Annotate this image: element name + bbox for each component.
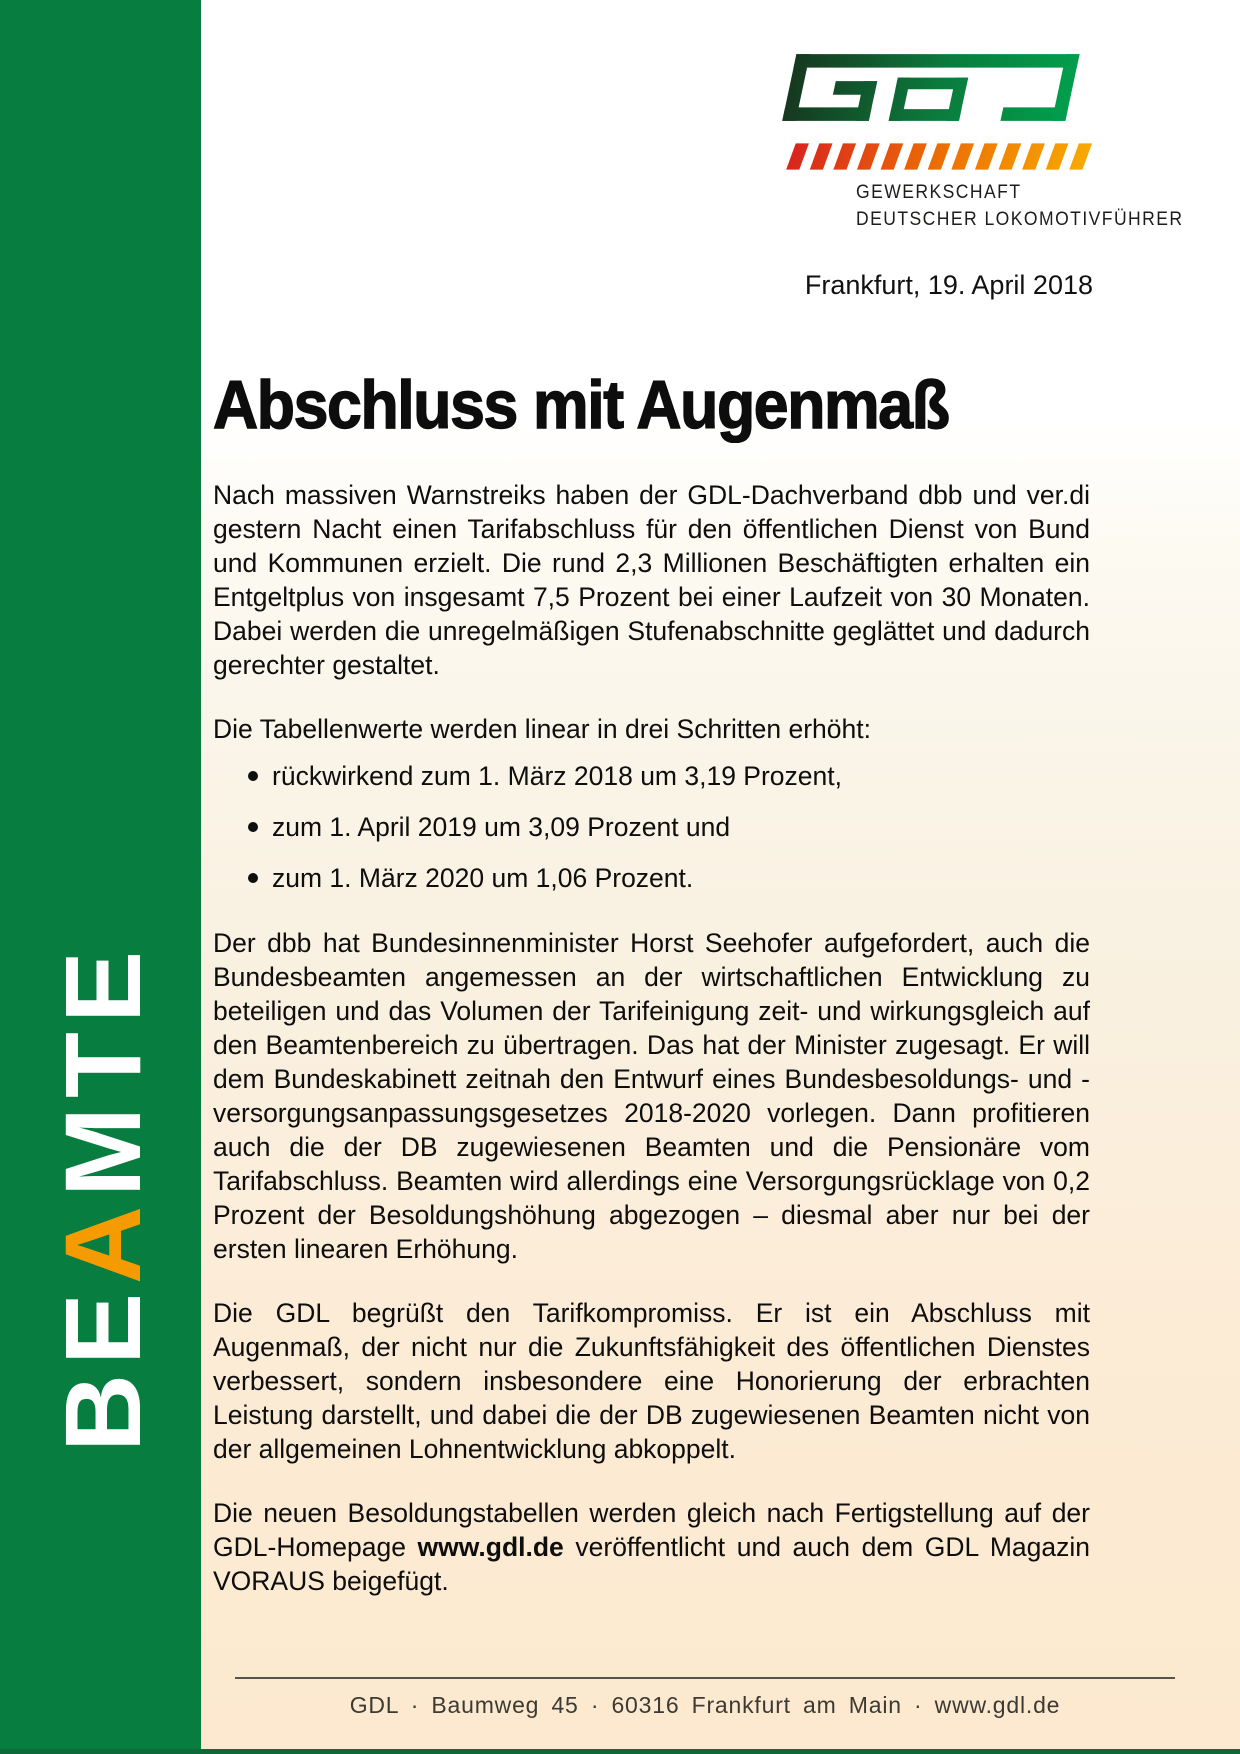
footer-address: GDL · Baumweg 45 · 60316 Frankfurt am Main · www.gdl.de	[349, 1692, 1061, 1718]
logo-stripe	[881, 143, 904, 169]
paragraph-1: Nach massiven Warnstreiks haben der GDL-Dachverband dbb und ver.di gestern Nacht einen Tarifabschluss für den öffentlichen Dienst von Bund und Kommunen erzielt. Die rund 2,3 Millionen Beschäftigten erhalten ein Entgeltplus von insgesamt 7,5 Prozent bei einer Laufzeit von 30 Monaten. Dabei werden die unregelmäßigen Stufenabschnitte geglättet und dadurch gerechter gestaltet.	[213, 480, 1090, 680]
list-item: rückwirkend zum 1. März 2018 um 3,19 Prozent,	[248, 759, 1090, 793]
logo-org-line1: GEWERKSCHAFT	[856, 181, 1022, 203]
logo-org-name	[856, 179, 1184, 233]
list-intro: Die Tabellenwerte werden linear in drei Schritten erhöht:	[213, 714, 871, 744]
sidebar-band	[0, 0, 201, 1754]
logo-stripe	[1022, 143, 1045, 169]
body-copy	[213, 478, 1090, 1628]
logo-stripe	[786, 143, 809, 169]
list-item: zum 1. März 2020 um 1,06 Prozent.	[248, 861, 1090, 895]
logo-stripe	[999, 143, 1022, 169]
logo-stripes	[786, 143, 1098, 170]
logo-stripe	[833, 143, 856, 169]
paragraph-4-text-before: Die neuen Besoldungstabellen werden gleich nach Fertigstellung auf der GDL-Homepage	[213, 1498, 1090, 1562]
logo-stripe	[928, 143, 951, 169]
logo-stripe	[951, 143, 974, 169]
sidebar-word-accent-letter: A	[42, 1196, 163, 1284]
paragraph-3: Die GDL begrüßt den Tarifkompromiss. Er ist ein Abschluss mit Augenmaß, der nicht nur die Zukunftsfähigkeit des öffentlichen Dienstes verbessert, sondern insbesondere eine Honorierung der erbrachten Leistung darstellt, und dabei die der DB zugewiesenen Beamten nicht von der allgemeinen Lohnentwicklung abkoppelt.	[213, 1298, 1090, 1464]
footer-divider	[235, 1677, 1175, 1679]
sidebar-word-beamte	[28, 940, 178, 1452]
gdl-homepage-link[interactable]: www.gdl.de	[417, 1532, 564, 1562]
list-item: zum 1. April 2019 um 3,09 Prozent und	[248, 810, 1090, 844]
dateline: Frankfurt, 19. April 2018	[804, 270, 1093, 300]
gdl-logo	[782, 52, 1094, 132]
logo-stripe	[1069, 143, 1092, 169]
logo-stripe	[1046, 143, 1069, 169]
gdl-logo-letterforms	[782, 54, 1079, 121]
logo-org-line2: DEUTSCHER LOKOMOTIVFÜHRER	[856, 208, 1184, 230]
paragraph-2: Der dbb hat Bundesinnenminister Horst Seehofer aufgefordert, auch die Bundesbeamten angemessen an der wirtschaftlichen Entwicklung zu beteiligen und das Volumen der Tarifeinigung zeit- und wirkungsgleich auf den Beamtenbereich zu übertragen. Das hat der Minister zugesagt. Er will dem Bundeskabinett zeitnah den Entwurf eines Bundesbesoldungs- und -versorgungsanpassungsgesetzes 2018-2020 vorlegen. Dann profitieren auch die der DB zugewiesenen Beamten und die Pensionäre vom Tarifabschluss. Beamten wird allerdings eine Versorgungsrücklage von 0,2 Prozent der Besoldungshöhung abgezogen – diesmal aber nur bei der ersten linearen Erhöhung.	[213, 928, 1090, 1264]
bottom-green-edge	[0, 1749, 1240, 1754]
sidebar-word-part3: MTE	[42, 941, 163, 1197]
sidebar-word-part1: BE	[42, 1283, 163, 1452]
page-title: Abschluss mit Augenmaß	[213, 367, 949, 443]
increase-steps-list	[213, 759, 1090, 895]
logo-stripe	[810, 143, 833, 169]
logo-stripe	[857, 143, 880, 169]
logo-stripe	[975, 143, 998, 169]
paragraph-4	[213, 1496, 1090, 1598]
paragraph-4-text-after: veröffentlicht und auch dem GDL Magazin VORAUS beigefügt.	[213, 1532, 1090, 1596]
logo-stripe	[904, 143, 927, 169]
